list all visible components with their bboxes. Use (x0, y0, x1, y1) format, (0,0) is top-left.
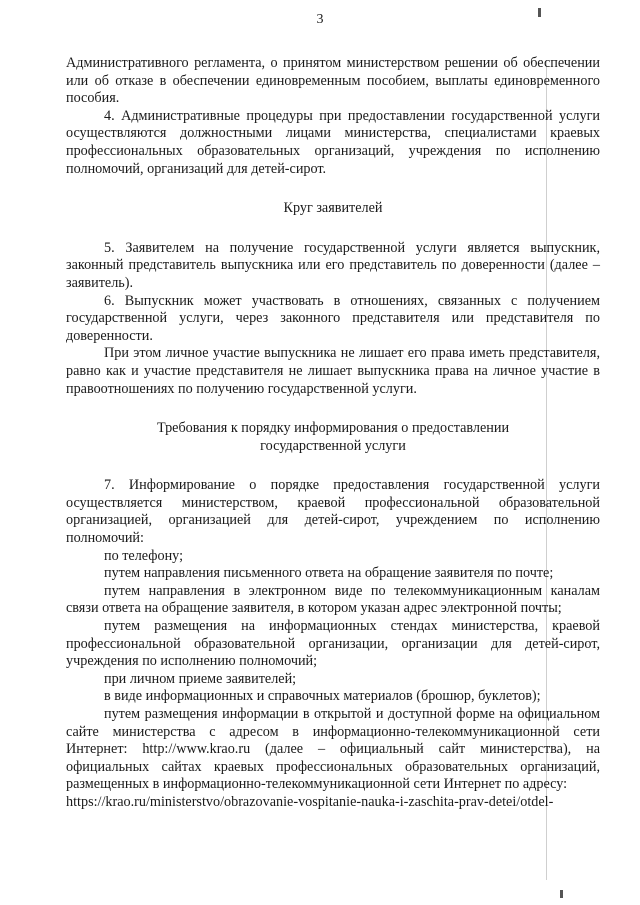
paragraph: Административного регламента, о принятом министерством решении об обеспечении или об отказе в обеспечении единовременным пособием, выплаты единовременного пособия. (66, 55, 600, 107)
list-item: по телефону; (104, 547, 184, 564)
section-heading: Круг заявителей (283, 200, 383, 217)
page-number: 3 (316, 12, 324, 27)
list-item: при личном приеме заявителей; (104, 670, 297, 687)
list-item: в виде информационных и справочных материалов (брошюр, буклетов); (104, 688, 541, 705)
paragraph: 7. Информирование о порядке предоставления государственной услуги осуществляется министерством, краевой профессиональной образовательной организацией, организацией для детей-сирот, учреждением по исполнению полномочий: (66, 477, 600, 547)
scan-mark-top (538, 8, 541, 17)
paragraph: При этом личное участие выпускника не лишает его права иметь представителя, равно как и участие представителя не лишает выпускника права на личное участие в правоотношениях по получению государственной услуги. (66, 345, 600, 397)
list-item: путем размещения на информационных стендах министерства, краевой профессиональной образовательной организации, организации для детей-сирот, учреждения по исполнению полномочий; (66, 618, 600, 670)
list-item: путем направления в электронном виде по телекоммуникационным каналам связи ответа на обращение заявителя, в котором указан адрес электронной почты; (66, 582, 600, 617)
list-item: путем направления письменного ответа на обращение заявителя по почте; (104, 565, 554, 582)
scan-mark-bottom (560, 890, 563, 898)
document-body (66, 55, 600, 812)
section-heading-line: Требования к порядку информирования о предоставлении (156, 420, 510, 437)
list-item: путем размещения информации в открытой и доступной форме на официальном сайте министерства с адресом в информационно-телекоммуникационной сети Интернет: http://www.krao.ru (далее – официальный сайт министерства), на официальных сайтах краевых профессиональных образовательных организаций, размещенных в информационно-телекоммуникационной сети Интернет по адресу: (66, 706, 600, 793)
paragraph: 6. Выпускник может участвовать в отношениях, связанных с получением государственной услуги, через законного представителя или представителя по доверенности. (66, 292, 600, 344)
section-heading (66, 420, 600, 455)
url-text: https://krao.ru/ministerstvo/obrazovanie-vospitanie-nauka-i-zaschita-prav-detei/otdel- (66, 793, 554, 810)
paragraph: 4. Административные процедуры при предоставлении государственной услуги осуществляются должностными лицами министерства, специалистами краевых профессиональных образовательных организаций, учреждения по исполнению полномочий, организаций для детей-сирот. (66, 107, 600, 177)
paragraph: 5. Заявителем на получение государственной услуги является выпускник, законный представитель выпускника или его представитель по доверенности (далее – заявитель). (66, 239, 600, 291)
section-heading-line: государственной услуги (260, 437, 406, 454)
